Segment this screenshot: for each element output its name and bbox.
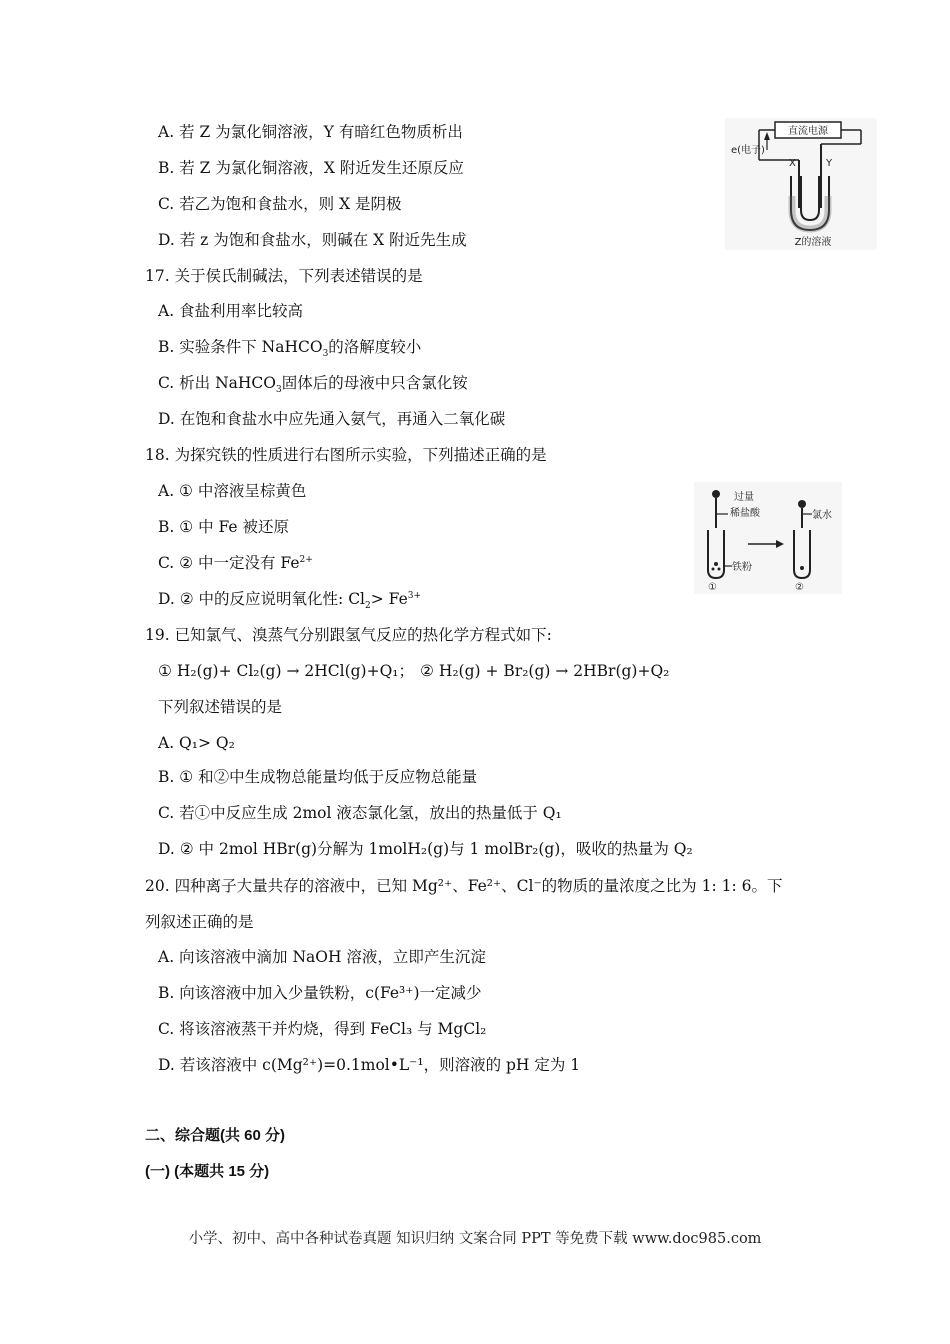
section-2-subtitle: (一) (本题共 15 分) bbox=[145, 1163, 270, 1180]
q17-stem: 17. 关于侯氏制碱法，下列表述错误的是 bbox=[145, 267, 423, 285]
q19-prompt: 下列叙述错误的是 bbox=[158, 698, 283, 716]
q18-option-d: D. ② 中的反应说明氧化性: $Cl_2> Fe^{3+}$ bbox=[158, 590, 422, 612]
q17-option-b: B. 实验条件下 NaHCO$_3$的洛解度较小 bbox=[158, 338, 422, 360]
q17-option-c: C. 析出 NaHCO$_3$固体后的母液中只含氯化铵 bbox=[158, 374, 468, 396]
page-footer: 小学、初中、高中各种试卷真题 知识归纳 文案合同 PPT 等免费下载 www.doc985.com bbox=[188, 1231, 762, 1247]
q19-equation-2: ② H₂(g) + Br₂(g) → 2HBr(g)+Q₂ bbox=[420, 662, 670, 680]
dilute-acid-label: 稀盐酸 bbox=[730, 508, 760, 519]
iron-experiment-figure bbox=[694, 482, 842, 594]
q16-option-c: C. 若乙为饱和食盐水，则 X 是阴极 bbox=[158, 195, 402, 213]
electron-label: e(电子) bbox=[731, 145, 765, 156]
q16-option-b: B. 若 Z 为氯化铜溶液，X 附近发生还原反应 bbox=[158, 159, 464, 177]
tube-1-label: ① bbox=[708, 582, 717, 593]
q19-option-c: C. 若①中反应生成 2mol 液态氯化氢，放出的热量低于 Q₁ bbox=[158, 804, 562, 822]
electrode-x-label: X bbox=[789, 158, 796, 169]
q19-option-b: B. ① 和②中生成物总能量均低于反应物总能量 bbox=[158, 768, 478, 786]
q19-option-d: D. ② 中 2mol HBr(g)分解为 1molH₂(g)与 1 molBr₂(g)，吸收的热量为 Q₂ bbox=[158, 840, 693, 858]
q19-option-a: A. Q₁> Q₂ bbox=[158, 734, 235, 752]
q20-stem-line-2: 列叙述正确的是 bbox=[145, 913, 254, 931]
q20-stem-line-1: 20. 四种离子大量共存的溶液中，已知 Mg²⁺、Fe²⁺、Cl⁻的物质的量浓度之比为 1: 1: 6。下 bbox=[145, 877, 783, 895]
q16-option-d: D. 若 z 为饱和食盐水，则碱在 X 附近先生成 bbox=[158, 231, 467, 249]
electrode-y-label: Y bbox=[826, 158, 833, 169]
q18-option-c: C. ② 中一定没有 $Fe^{2+}$ bbox=[158, 554, 313, 572]
q18-stem: 18. 为探究铁的性质进行右图所示实验，下列描述正确的是 bbox=[145, 446, 547, 464]
q16-option-a: A. 若 Z 为氯化铜溶液，Y 有暗红色物质析出 bbox=[158, 123, 463, 141]
chlorine-water-label: 氯水 bbox=[812, 510, 832, 521]
q20-option-c: C. 将该溶液蒸干并灼烧，得到 FeCl₃ 与 MgCl₂ bbox=[158, 1020, 487, 1038]
tube-2-label: ② bbox=[795, 582, 804, 593]
electrolysis-figure bbox=[725, 118, 877, 250]
power-label: 直流电源 bbox=[788, 126, 828, 137]
q17-option-a: A. 食盐利用率比较高 bbox=[158, 302, 304, 320]
q18-option-b: B. ① 中 Fe 被还原 bbox=[158, 518, 290, 536]
section-2-title: 二、综合题(共 60 分) bbox=[145, 1127, 286, 1144]
solution-label: Z的溶液 bbox=[794, 237, 832, 248]
excess-label: 过量 bbox=[734, 492, 754, 503]
iron-powder-label: 铁粉 bbox=[732, 562, 752, 573]
q18-option-a: A. ① 中溶液呈棕黄色 bbox=[158, 482, 307, 500]
q20-option-b: B. 向该溶液中加入少量铁粉，c(Fe³⁺)一定减少 bbox=[158, 984, 482, 1002]
q19-stem: 19. 已知氯气、溴蒸气分别跟氢气反应的热化学方程式如下: bbox=[145, 626, 552, 644]
q19-equation-1: ① H₂(g)+ Cl₂(g) → 2HCl(g)+Q₁； bbox=[158, 662, 414, 680]
q17-option-d: D. 在饱和食盐水中应先通入氨气，再通入二氧化碳 bbox=[158, 410, 506, 428]
q20-option-a: A. 向该溶液中滴加 NaOH 溶液，立即产生沉淀 bbox=[158, 948, 486, 966]
q20-option-d: D. 若该溶液中 c(Mg²⁺)=0.1mol•L⁻¹，则溶液的 pH 定为 1 bbox=[158, 1056, 581, 1074]
